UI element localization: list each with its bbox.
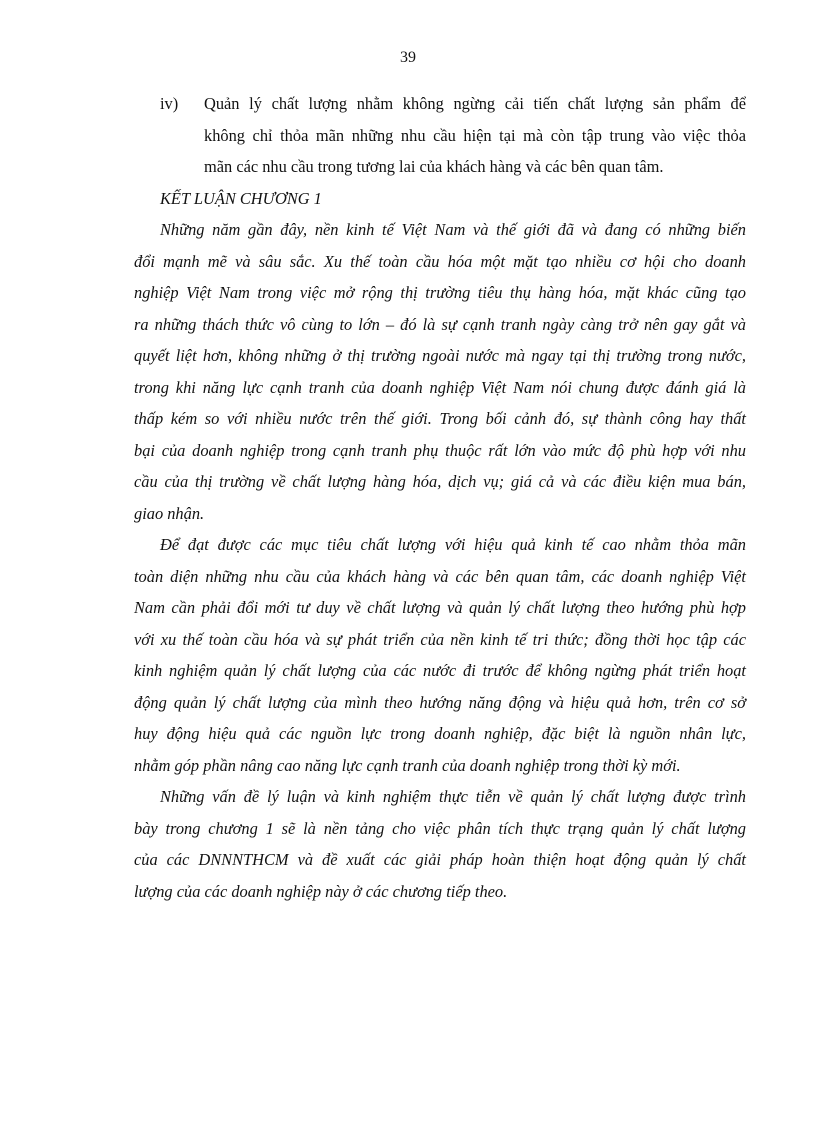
paragraph-line: bày trong chương 1 sẽ là nền tảng cho việc phân tích thực trạng quản lý chất lượng	[134, 818, 746, 838]
list-line: không chỉ thỏa mãn những nhu cầu hiện tại mà còn tập trung vào việc thỏa	[204, 125, 746, 145]
paragraph-line: Nam cần phải đổi mới tư duy về chất lượng và quản lý chất lượng theo hướng phù hợp	[134, 598, 746, 617]
paragraph-line: Những vấn đề lý luận và kinh nghiệm thực tiễn về quản lý chất lượng được trình	[160, 787, 746, 806]
paragraph-line: lượng của các doanh nghiệp này ở các chương tiếp theo.	[134, 881, 508, 901]
paragraph-line: kinh nghiệm quản lý chất lượng của các nước đi trước để không ngừng phát triển hoạt	[134, 661, 746, 680]
paragraph-line: giao nhận.	[134, 503, 205, 523]
paragraph-line: cầu của thị trường về chất lượng hàng hóa, dịch vụ; giá cả và các điều kiện mua bán,	[134, 472, 746, 491]
list-item-iv	[160, 88, 746, 183]
paragraph-line: bại của doanh nghiệp trong cạnh tranh phụ thuộc rất lớn vào mức độ phù hợp với nhu	[134, 440, 746, 460]
paragraph-2	[134, 529, 746, 781]
chapter-conclusion-heading: KẾT LUẬN CHƯƠNG 1	[160, 188, 322, 208]
paragraph-line: thấp kém so với nhiều nước trên thế giới. Trong bối cảnh đó, sự thành công hay thất	[134, 409, 746, 428]
page-content	[134, 88, 746, 907]
paragraph-line: nhằm góp phần nâng cao năng lực cạnh tranh của doanh nghiệp trong thời kỳ mới.	[134, 755, 681, 775]
paragraph-line: quyết liệt hơn, không những ở thị trường ngoài nước mà ngay tại thị trường trong nước,	[134, 346, 746, 365]
paragraph-line: động quản lý chất lượng của mình theo hướng năng động và hiệu quả hơn, trên cơ sở	[134, 692, 746, 712]
list-line: Quản lý chất lượng nhằm không ngừng cải tiến chất lượng sản phẩm để	[204, 94, 746, 113]
paragraph-line: trong khi năng lực cạnh tranh của doanh nghiệp Việt Nam nói chung được đánh giá là	[134, 377, 746, 397]
paragraph-1	[134, 214, 746, 529]
paragraph-line: với xu thế toàn cầu hóa và sự phát triển của nền kinh tế tri thức; đồng thời học tập các	[134, 629, 746, 649]
paragraph-line: Những năm gần đây, nền kinh tế Việt Nam và thế giới đã và đang có những biến	[160, 220, 746, 239]
paragraph-3	[134, 781, 746, 907]
paragraph-line: Để đạt được các mục tiêu chất lượng với hiệu quả kinh tế cao nhằm thỏa mãn	[160, 535, 746, 554]
page-number: 39	[400, 49, 416, 66]
list-marker: iv)	[160, 94, 179, 113]
list-line: mãn các nhu cầu trong tương lai của khách hàng và các bên quan tâm.	[204, 157, 664, 176]
paragraph-line: ra những thách thức vô cùng to lớn – đó là sự cạnh tranh ngày càng trở nên gay gắt và	[134, 314, 746, 334]
paragraph-line: nghiệp Việt Nam trong việc mở rộng thị trường tiêu thụ hàng hóa, mặt khác cũng tạo	[134, 283, 746, 302]
paragraph-line: của các DNNNTHCM và đề xuất các giải pháp hoàn thiện hoạt động quản lý chất	[134, 850, 746, 869]
paragraph-line: toàn diện những nhu cầu của khách hàng và các bên quan tâm, các doanh nghiệp Việt	[134, 566, 746, 586]
paragraph-line: đổi mạnh mẽ và sâu sắc. Xu thế toàn cầu hóa một mặt tạo nhiều cơ hội cho doanh	[134, 251, 746, 271]
paragraph-line: huy động hiệu quả các nguồn lực trong doanh nghiệp, đặc biệt là nguồn nhân lực,	[134, 724, 746, 743]
